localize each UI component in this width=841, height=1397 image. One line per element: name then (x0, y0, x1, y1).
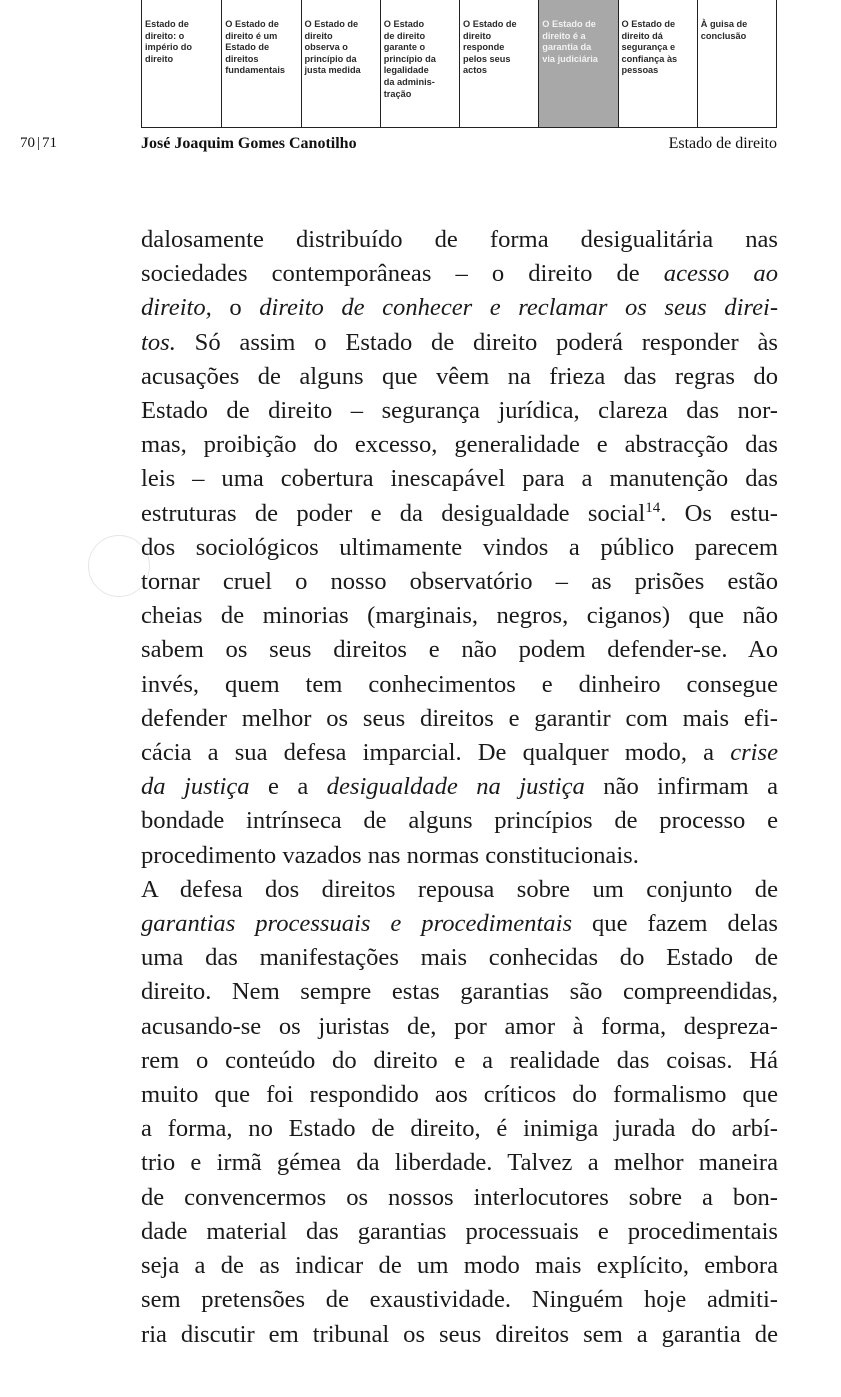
text-line (141, 1010, 778, 1044)
italic-text: desigualdade na justiça (326, 773, 585, 801)
text-segment: não infirmam a (584, 773, 779, 801)
text-segment: e a (249, 773, 327, 801)
text-segment: direito. Nem sempre estas garantias são compreendidas, (141, 978, 778, 1006)
text-line (141, 1146, 778, 1180)
chapter-tab: O Estado de direito dá segurança e confiança às pessoas (618, 0, 697, 127)
text-line (141, 668, 778, 702)
text-line (141, 1215, 778, 1249)
chapter-tab: O Estado de direito garante o princípio da legalidade da adminis- tração (380, 0, 459, 127)
text-line (141, 633, 778, 667)
text-line (141, 497, 778, 531)
italic-text: da justiça (141, 773, 250, 801)
text-line (141, 1181, 778, 1215)
italic-text: crise (730, 739, 778, 767)
text-segment: . Os estu- (660, 499, 778, 527)
text-segment: ria discutir em tribunal os seus direitos sem a garantia de (141, 1320, 778, 1348)
text-line (141, 1318, 778, 1352)
text-line (141, 531, 778, 565)
text-line (141, 839, 778, 873)
text-segment: Só assim o Estado de direito poderá responder às (175, 328, 778, 356)
text-segment: muito que foi respondido aos críticos do formalismo que (141, 1081, 778, 1109)
text-segment: mas, proibição do excesso, generalidade e abstracção das (141, 431, 778, 459)
text-segment: dalosamente distribuído de forma desigualitária nas (141, 226, 778, 253)
text-segment: procedimento vazados nas normas constitucionais. (141, 841, 639, 869)
italic-text: garantias processuais e procedimentais (141, 910, 573, 938)
text-segment: o (211, 294, 260, 322)
text-line (141, 702, 778, 736)
text-segment: uma das manifestações mais conhecidas do Estado de (141, 944, 778, 972)
text-segment: sem pretensões de exaustividade. Ninguém hoje admiti- (141, 1286, 778, 1314)
text-line (141, 257, 778, 291)
text-segment: cheias de minorias (marginais, negros, ciganos) que não (141, 602, 778, 630)
chapter-tab: O Estado de direito responde pelos seus actos (459, 0, 538, 127)
page-numbers (20, 135, 57, 152)
text-line (141, 1044, 778, 1078)
footnote-ref: 14 (645, 499, 661, 516)
text-segment: A defesa dos direitos repousa sobre um conjunto de (141, 875, 778, 903)
text-line (141, 428, 778, 462)
text-segment: estruturas de poder e da desigualdade social (141, 499, 646, 527)
text-segment: dade material das garantias processuais e procedimentais (141, 1217, 778, 1245)
body-text (141, 223, 778, 1352)
text-segment: bondade intrínseca de alguns princípios de processo e (141, 807, 778, 835)
chapter-tab: O Estado de direito observa o princípio da justa medida (301, 0, 380, 127)
text-line (141, 291, 778, 325)
text-segment: acusações de alguns que vêem na frieza das regras do (141, 362, 778, 390)
text-segment: leis – uma cobertura inescapável para a manutenção das (141, 465, 778, 493)
italic-text: tos. (141, 328, 176, 356)
text-segment: sociedades contemporâneas – o direito de (141, 260, 664, 288)
page-number-separator: | (37, 135, 41, 151)
text-segment: de convencermos os nossos interlocutores sobre a bon- (141, 1183, 778, 1211)
chapter-tab: À guisa de conclusão (697, 0, 776, 127)
italic-text: direito de conhecer e reclamar os seus direi- (259, 294, 779, 322)
chapter-tabs (141, 0, 777, 128)
text-segment: trio e irmã gémea da liberdade. Talvez a melhor maneira (141, 1149, 778, 1177)
text-line (141, 804, 778, 838)
text-segment: cácia a sua defesa imparcial. De qualquer modo, a (141, 739, 731, 767)
text-line (141, 975, 778, 1009)
chapter-tab: O Estado de direito é um Estado de direitos fundamentais (221, 0, 300, 127)
text-line (141, 1283, 778, 1317)
text-segment: rem o conteúdo do direito e a realidade das coisas. Há (141, 1046, 778, 1074)
text-segment: tornar cruel o nosso observatório – as prisões estão (141, 568, 778, 596)
text-line (141, 360, 778, 394)
text-line (141, 907, 778, 941)
text-segment: seja a de as indicar de um modo mais explícito, embora (141, 1252, 778, 1280)
text-line (141, 599, 778, 633)
page-number-right: 71 (42, 135, 58, 151)
text-line (141, 873, 778, 907)
text-segment: defender melhor os seus direitos e garantir com mais efi- (141, 704, 778, 732)
text-segment: sabem os seus direitos e não podem defender-se. Ao (141, 636, 778, 664)
text-segment: a forma, no Estado de direito, é inimiga jurada do arbí- (141, 1115, 778, 1143)
running-head-section: Estado de direito (668, 135, 777, 152)
text-line (141, 565, 778, 599)
text-line (141, 941, 778, 975)
page-number-left: 70 (20, 135, 35, 151)
text-line (141, 462, 778, 496)
text-segment: dos sociológicos ultimamente vindos a público parecem (141, 533, 778, 561)
text-line (141, 394, 778, 428)
running-head-author: José Joaquim Gomes Canotilho (141, 135, 357, 152)
text-line (141, 770, 778, 804)
text-segment: que fazem delas (572, 910, 778, 938)
chapter-tab: Estado de direito: o império do direito (145, 19, 192, 64)
text-segment: Estado de direito – segurança jurídica, clareza das nor- (141, 397, 778, 425)
text-segment: acusando-se os juristas de, por amor à forma, despreza- (141, 1012, 778, 1040)
text-line (141, 736, 778, 770)
italic-text: direito, (141, 294, 212, 322)
text-line (141, 326, 778, 360)
chapter-tab-active: O Estado de direito é a garantia da via judiciária (538, 0, 617, 127)
text-line (141, 1078, 778, 1112)
italic-text: acesso ao (663, 260, 778, 288)
text-line (141, 1249, 778, 1283)
text-line (141, 1112, 778, 1146)
text-line (141, 223, 778, 257)
text-segment: invés, quem tem conhecimentos e dinheiro consegue (141, 670, 778, 698)
